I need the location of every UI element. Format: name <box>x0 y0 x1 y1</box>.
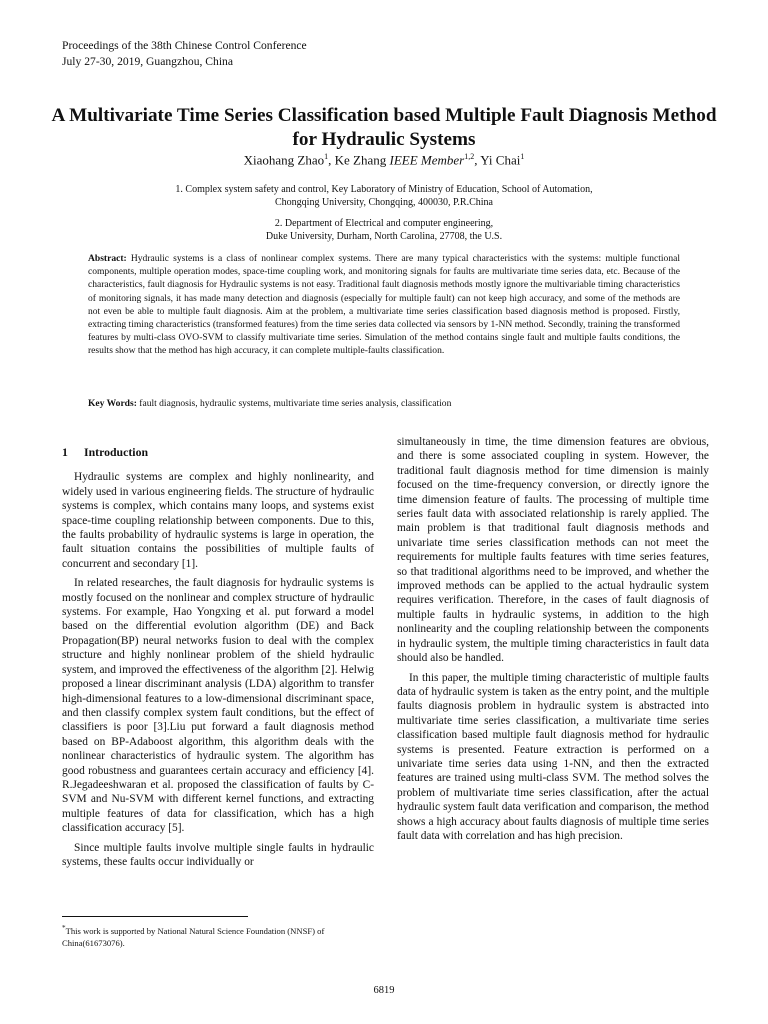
author-1: Xiaohang Zhao <box>243 152 325 168</box>
intro-paragraph-1: Hydraulic systems are complex and highly nonlinearity, and widely used in various engineering fields. The structure of hydraulic systems is complex, which contains many loops, and systems exist space-time coupling relationship between components. Due to this, the faults probability of hydraulic systems is large in operation, the fault situation contains the possibilities of multiple faults of concurrent and secondary [1]. <box>62 471 374 570</box>
right-column <box>397 435 709 848</box>
section-heading-introduction <box>62 445 374 459</box>
author-2-role: IEEE Member <box>389 152 465 168</box>
page-number: 6819 <box>373 985 395 996</box>
intro-paragraph-2: In related researches, the fault diagnosis for hydraulic systems is mostly focused on the nonlinear and complex structure of hydraulic systems. For example, Hao Yongxing et al. put forward a model based on the differential evolution algorithm (DE) and Back Propagation(BP) neural networks fusion to deal with the complex structure and highly nonlinear problem of the shield hydraulic system, and improved the effectiveness of the algorithm [2]. Helwig proposed a linear discriminant analysis (LDA) algorithm to transfer high-dimensional features to a low-dimensional discriminant space, and then classify complex system fault conditions, but the effect of classifiers is poor [3].Liu put forward a fault diagnosis method based on BP-Adaboost algorithm, this algorithm deals with the nonlinear characteristics of hydraulic system. The algorithm has good robustness and guarantees certain accuracy and efficiency [4]. R.Jegadeeshwaran et al. proposed the classification of faults by C-SVM and Nu-SVM with different kernel functions, and extracting multiple features of data for classification, which has a high classification accuracy [5]. <box>62 577 374 835</box>
intro-paragraph-3: Since multiple faults involve multiple single faults in hydraulic systems, these faults occur individually or <box>62 841 374 868</box>
section-number: 1 <box>62 445 68 459</box>
affiliation-2-line-1: 2. Department of Electrical and computer engineering, <box>274 218 494 229</box>
author-1-affiliation-mark: 1 <box>324 152 329 161</box>
footnote-marker: * <box>62 924 66 932</box>
keywords <box>88 397 680 410</box>
section-title: Introduction <box>84 445 149 459</box>
keywords-label: Key Words: <box>88 398 137 409</box>
abstract-label: Abstract: <box>88 253 127 264</box>
proceedings-line-1: Proceedings of the 38th Chinese Control Conference <box>62 39 307 52</box>
footnote-text: This work is supported by National Natural Science Foundation (NNSF) of China(61673076). <box>62 925 325 948</box>
author-3: Yi Chai <box>480 152 521 168</box>
footnote-divider <box>62 916 248 917</box>
proceedings-header <box>62 38 307 70</box>
author-2-affiliation-mark: 1,2 <box>464 152 475 161</box>
affiliation-2-line-2: Duke University, Durham, North Carolina, 27708, the U.S. <box>265 231 503 242</box>
author-2: Ke Zhang <box>334 152 387 168</box>
proceedings-line-2: July 27-30, 2019, Guangzhou, China <box>62 55 233 68</box>
affiliation-2 <box>100 217 668 243</box>
affiliation-1 <box>100 183 668 209</box>
funding-footnote <box>62 922 378 949</box>
paper-title: A Multivariate Time Series Classification based Multiple Fault Diagnosis Method for Hydraulic Systems <box>51 105 717 150</box>
left-column <box>62 445 374 874</box>
affiliation-1-line-2: Chongqing University, Chongqing, 400030, P.R.China <box>275 197 493 208</box>
keywords-text: fault diagnosis, hydraulic systems, multivariate time series analysis, classification <box>136 398 452 409</box>
affiliation-1-line-1: 1. Complex system safety and control, Key Laboratory of Ministry of Education, School of Automation, <box>175 184 593 195</box>
abstract-text: Hydraulic systems is a class of nonlinear complex systems. There are many typical characteristics with the systems: multiple functional components, multiple operation modes, space-time coupling work, and monitoring signals for faults are multivariate time series data, etc. Because of the characteristics, fault diagnosis for Hydraulic systems is not easy. Traditional fault diagnosis methods mostly ignore the multivariable timing characteristics of monitoring signals, it has made many detection and diagnosis (especially for multiple fault) can not keep high accuracy, and some of the methods are not even be able to multiple fault diagnosis. Aim at the problem, a multivariate time series classification based diagnosis method is proposed. Firstly, extracting timing characteristics (transformed features) from the time series data collected via sensors by 1-NN method. Secondly, training the transformed features by multi-class OVO-SVM to classify multivariate time series. Simulation of the method contains single fault and multiple faults conditions, the results show that the method has high accuracy, it can complete multiple-faults classification. <box>88 253 680 357</box>
author-3-affiliation-mark: 1 <box>520 152 525 161</box>
abstract <box>88 252 680 358</box>
intro-paragraph-3-continued: simultaneously in time, the time dimension features are obvious, and there is some associated coupling in system. However, the traditional fault diagnosis method for time dimension is mainly focused on the time-frequency conversion, or directly ignore the time dimension feature of faults. The processing of multiple time series fault data with associated relationship is rarely applied. The main problem is that traditional fault diagnosis methods and univariate time series classification methods can not meet the requirements for multiple faults features with time series features, so that traditional algorithms need to be improved, and whether the improved methods can be applied to the actual hydraulic system requires verification. Therefore, in the cases of fault diagnosis of multiple faults in hydraulic systems, in addition to the high nonlinearity and the coupling relationship between the components in hydraulic system, the multiple timing characteristics in fault data should also be handled. <box>397 436 709 665</box>
author-list: Xiaohang Zhao$^1$, Ke Zhang IEEE Member$^{1,2}$, Yi Chai$^1$ <box>243 152 525 168</box>
intro-paragraph-4: In this paper, the multiple timing characteristic of multiple faults data of hydraulic system is taken as the entry point, and the multiple faults diagnosis problem in hydraulic system is abstracted into multivariate time series classification, a multivariate time series classification based multiple fault diagnosis method for hydraulic systems is presented. Feature extraction is performed on a univariate time series data using 1-NN, and then the extracted features are trained using multi-class SVM. The method solves the problem of multivariate time series classification, after the actual hydraulic system fault data verification and comparison, the method shows a high accuracy about faults diagnosis of multiple time series fault data with correlation and has high precision. <box>397 671 709 842</box>
